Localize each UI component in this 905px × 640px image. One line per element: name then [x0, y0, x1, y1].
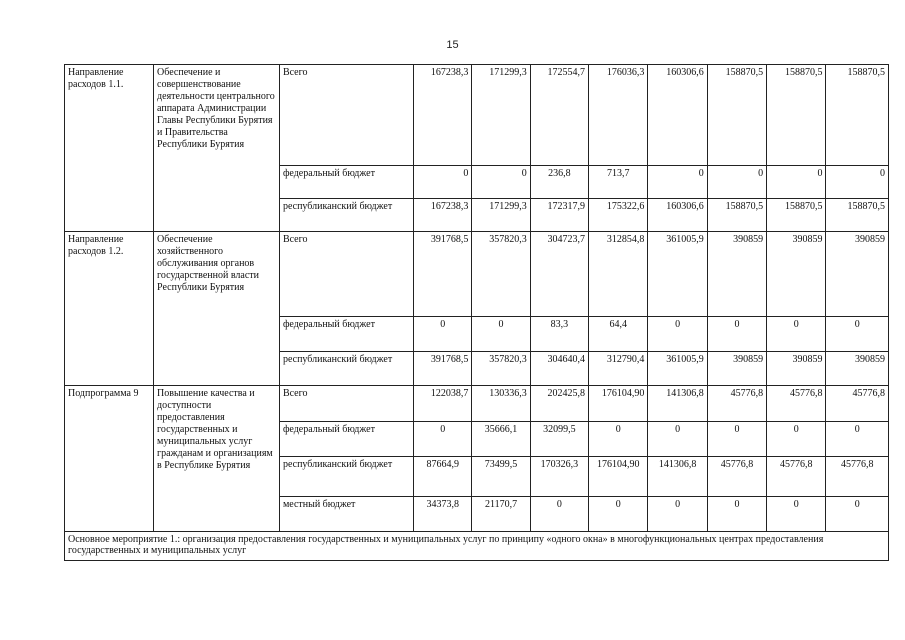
funding-source: республиканский бюджет [279, 352, 413, 386]
table-row [65, 532, 889, 561]
value-cell: 0 [414, 166, 472, 199]
value-cell: 167238,3 [414, 199, 472, 232]
budget-table [64, 64, 889, 561]
value-cell: 45776,8 [767, 386, 826, 422]
funding-source: местный бюджет [279, 497, 413, 532]
value-cell: 312790,4 [589, 352, 648, 386]
value-cell: 175322,6 [589, 199, 648, 232]
block-title: Повышение качества и доступности предоставления государственных и муниципальных услуг гражданам и организациям в Республике Бурятия [154, 386, 280, 532]
table-row [65, 232, 889, 317]
value-cell: 0 [826, 317, 889, 352]
value-cell: 0 [414, 317, 472, 352]
value-cell: 390859 [707, 232, 766, 317]
value-cell: 45776,8 [767, 457, 826, 497]
value-cell: 45776,8 [826, 457, 889, 497]
value-cell: 0 [648, 422, 707, 457]
value-cell: 170326,3 [530, 457, 588, 497]
value-cell: 0 [826, 497, 889, 532]
value-cell: 0 [414, 422, 472, 457]
value-cell: 390859 [707, 352, 766, 386]
value-cell: 390859 [826, 232, 889, 317]
value-cell: 171299,3 [472, 199, 530, 232]
funding-source: федеральный бюджет [279, 422, 413, 457]
value-cell: 202425,8 [530, 386, 588, 422]
value-cell: 0 [472, 317, 530, 352]
value-cell: 0 [707, 317, 766, 352]
value-cell: 141306,8 [648, 457, 707, 497]
value-cell: 176036,3 [589, 65, 648, 166]
value-cell: 34373,8 [414, 497, 472, 532]
main-activity-row: Основное мероприятие 1.: организация предоставления государственных и муниципальных услуг по принципу «одного окна» в многофункциональных центрах предоставления государственных и муниципальных услуг [65, 532, 889, 561]
value-cell: 158870,5 [826, 65, 889, 166]
value-cell: 160306,6 [648, 199, 707, 232]
block-code: Направление расходов 1.1. [65, 65, 154, 232]
block-title: Обеспечение хозяйственного обслуживания органов государственной власти Республики Бурятия [154, 232, 280, 386]
value-cell: 0 [648, 497, 707, 532]
value-cell: 0 [826, 166, 889, 199]
value-cell: 35666,1 [472, 422, 530, 457]
value-cell: 713,7 [589, 166, 648, 199]
value-cell: 0 [767, 166, 826, 199]
value-cell: 167238,3 [414, 65, 472, 166]
value-cell: 357820,3 [472, 352, 530, 386]
value-cell: 0 [767, 497, 826, 532]
value-cell: 0 [826, 422, 889, 457]
value-cell: 0 [767, 422, 826, 457]
value-cell: 236,8 [530, 166, 588, 199]
value-cell: 64,4 [589, 317, 648, 352]
block-code: Направление расходов 1.2. [65, 232, 154, 386]
value-cell: 357820,3 [472, 232, 530, 317]
table-row [65, 386, 889, 422]
value-cell: 391768,5 [414, 352, 472, 386]
value-cell: 0 [707, 497, 766, 532]
table-row [65, 65, 889, 166]
value-cell: 0 [707, 166, 766, 199]
funding-source: республиканский бюджет [279, 199, 413, 232]
value-cell: 0 [530, 497, 588, 532]
value-cell: 83,3 [530, 317, 588, 352]
value-cell: 304640,4 [530, 352, 588, 386]
funding-source: федеральный бюджет [279, 166, 413, 199]
value-cell: 0 [589, 422, 648, 457]
value-cell: 21170,7 [472, 497, 530, 532]
funding-source: Всего [279, 232, 413, 317]
value-cell: 158870,5 [767, 65, 826, 166]
value-cell: 45776,8 [826, 386, 889, 422]
value-cell: 0 [472, 166, 530, 199]
value-cell: 361005,9 [648, 232, 707, 317]
value-cell: 176104,90 [589, 386, 648, 422]
value-cell: 172317,9 [530, 199, 588, 232]
value-cell: 176104,90 [589, 457, 648, 497]
value-cell: 361005,9 [648, 352, 707, 386]
value-cell: 0 [707, 422, 766, 457]
value-cell: 171299,3 [472, 65, 530, 166]
value-cell: 304723,7 [530, 232, 588, 317]
value-cell: 130336,3 [472, 386, 530, 422]
block-code: Подпрограмма 9 [65, 386, 154, 532]
block-title: Обеспечение и совершенствование деятельности центрального аппарата Администрации Главы Республики Бурятия и Правительства Республики Бурятия [154, 65, 280, 232]
value-cell: 391768,5 [414, 232, 472, 317]
value-cell: 158870,5 [826, 199, 889, 232]
funding-source: республиканский бюджет [279, 457, 413, 497]
funding-source: Всего [279, 386, 413, 422]
value-cell: 158870,5 [707, 65, 766, 166]
value-cell: 0 [589, 497, 648, 532]
value-cell: 390859 [767, 232, 826, 317]
value-cell: 0 [648, 166, 707, 199]
value-cell: 390859 [767, 352, 826, 386]
value-cell: 172554,7 [530, 65, 588, 166]
value-cell: 312854,8 [589, 232, 648, 317]
value-cell: 160306,6 [648, 65, 707, 166]
value-cell: 45776,8 [707, 457, 766, 497]
page-number: 15 [446, 39, 459, 51]
value-cell: 390859 [826, 352, 889, 386]
value-cell: 73499,5 [472, 457, 530, 497]
value-cell: 158870,5 [707, 199, 766, 232]
funding-source: Всего [279, 65, 413, 166]
value-cell: 87664,9 [414, 457, 472, 497]
table-body [65, 65, 889, 561]
value-cell: 0 [767, 317, 826, 352]
value-cell: 122038,7 [414, 386, 472, 422]
value-cell: 158870,5 [767, 199, 826, 232]
funding-source: федеральный бюджет [279, 317, 413, 352]
value-cell: 0 [648, 317, 707, 352]
value-cell: 141306,8 [648, 386, 707, 422]
value-cell: 45776,8 [707, 386, 766, 422]
value-cell: 32099,5 [530, 422, 588, 457]
